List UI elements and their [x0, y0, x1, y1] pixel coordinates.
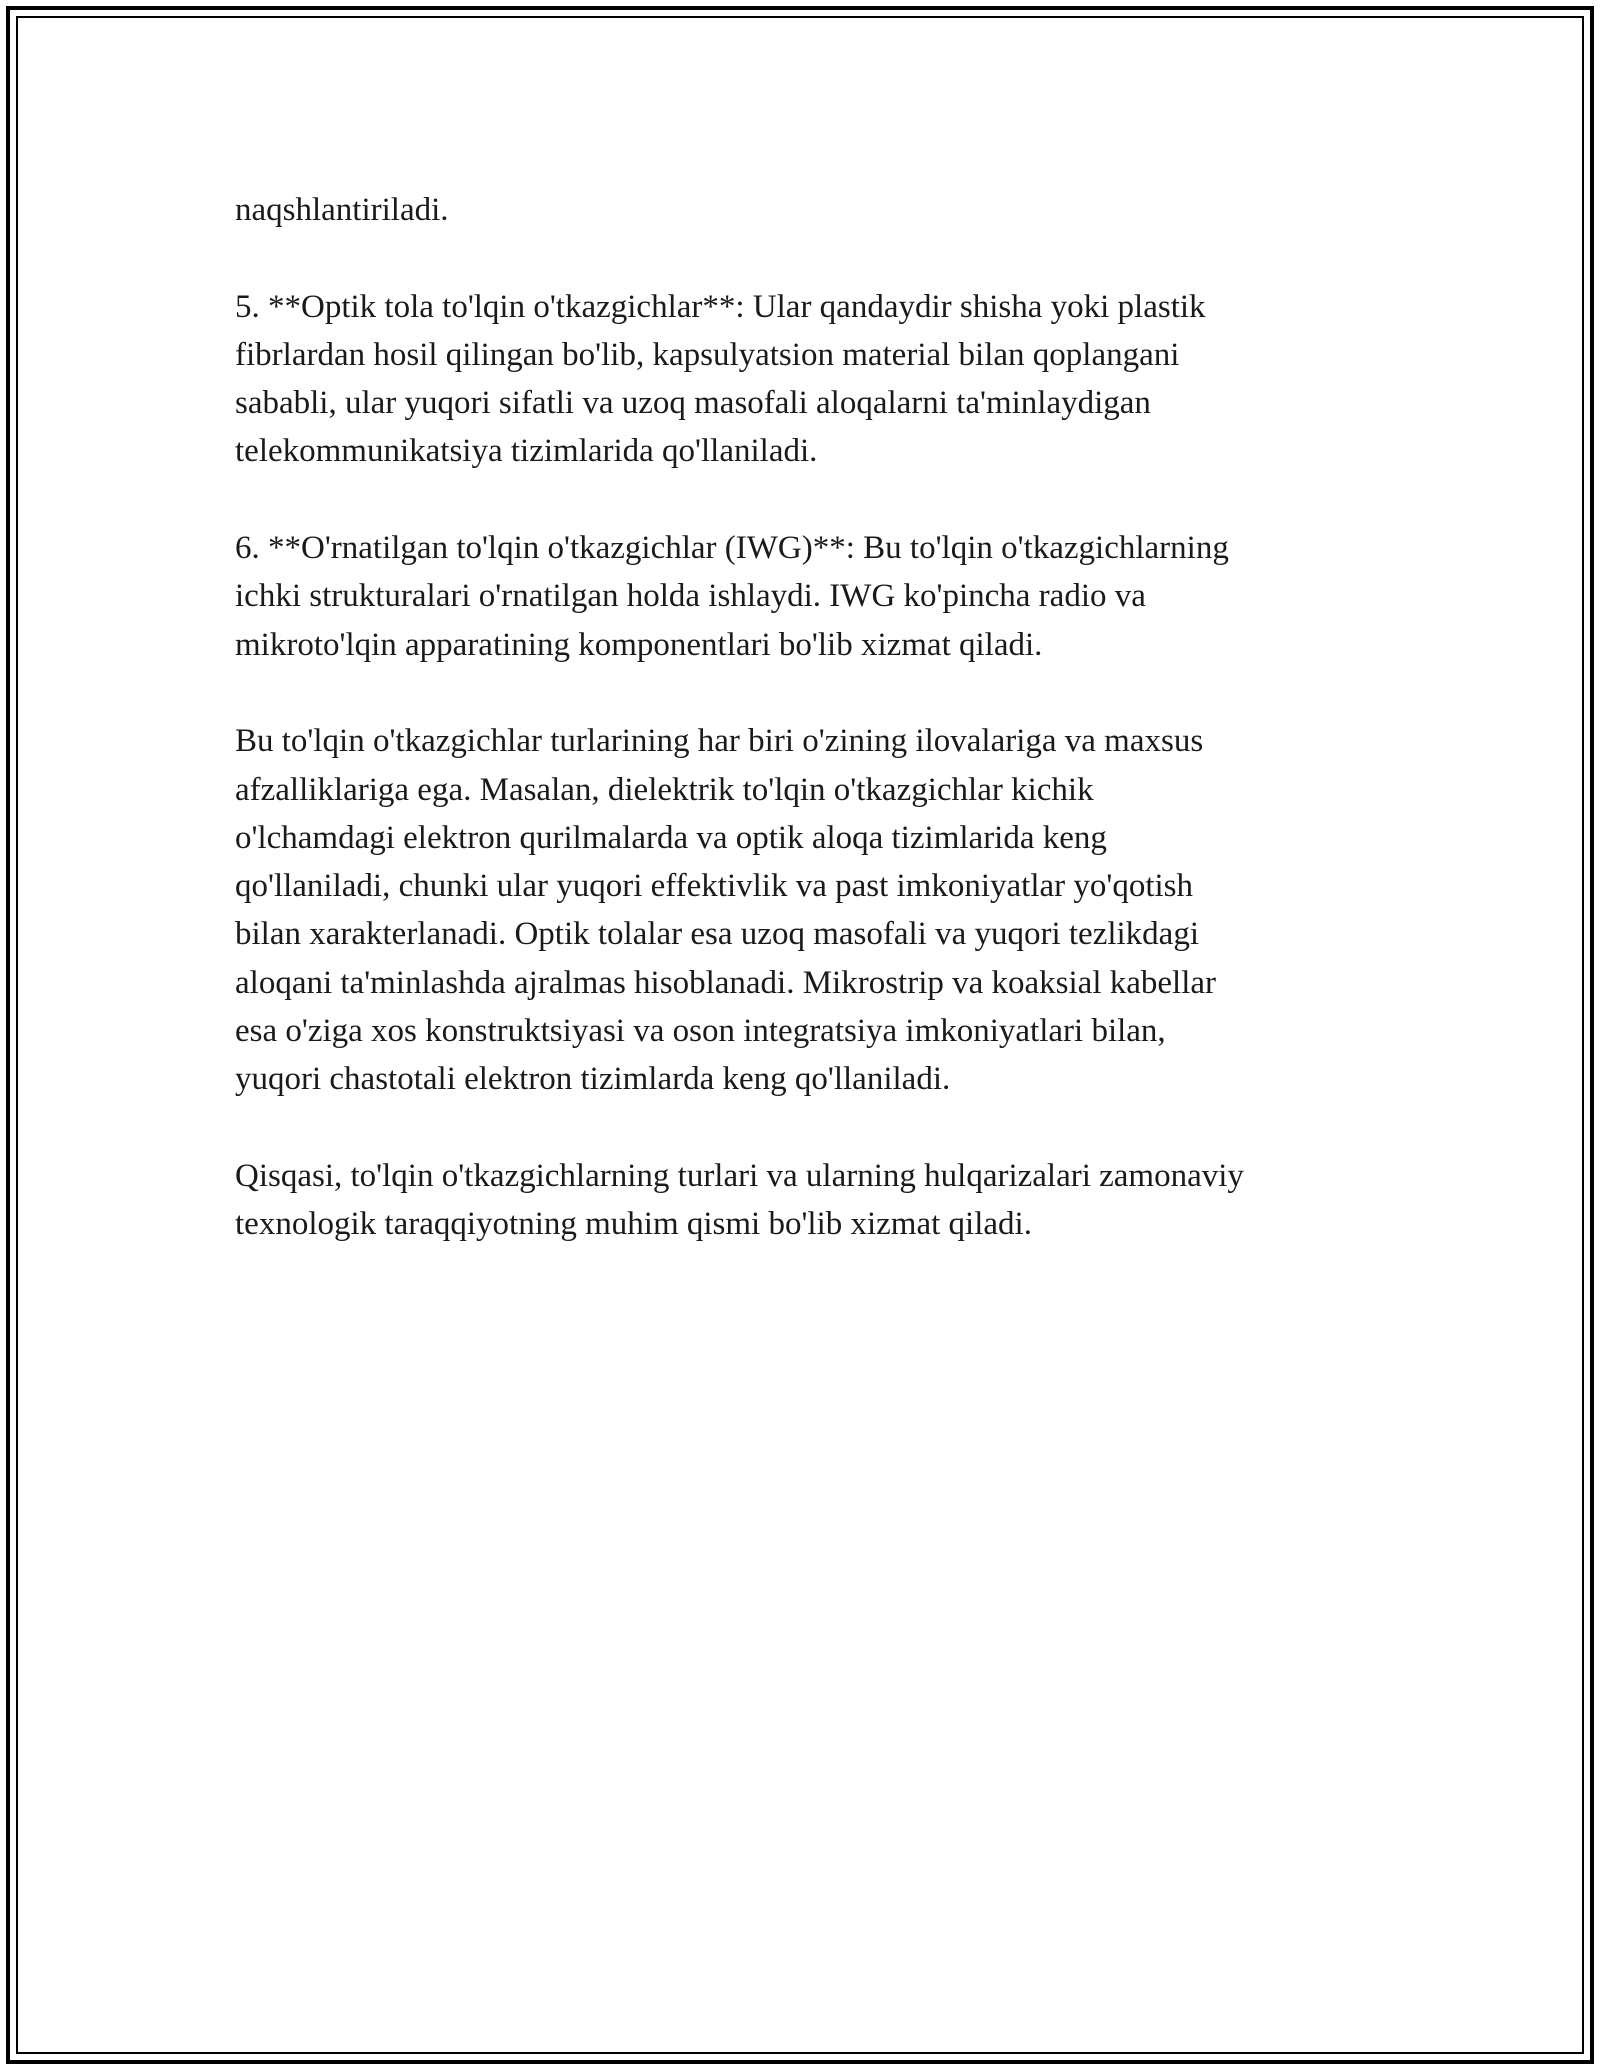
paragraph-item-6-embedded-waveguides	[235, 524, 1375, 669]
text-line: o'lchamdagi elektron qurilmalarda va optik aloqa tizimlarida keng	[235, 819, 1107, 856]
text-line: sababli, ular yuqori sifatli va uzoq masofali aloqalarni ta'minlaydigan	[235, 385, 1151, 422]
text-line: fibrlardan hosil qilingan bo'lib, kapsulyatsion material bilan qoplangani	[235, 336, 1180, 373]
text-line: 5. **Optik tola to'lqin o'tkazgichlar**: Ular qandaydir shisha yoki plastik	[235, 288, 1206, 325]
text-line: esa o'ziga xos konstruktsiyasi va oson integratsiya imkoniyatlari bilan,	[235, 1013, 1166, 1050]
text-line: ichki strukturalari o'rnatilgan holda ishlaydi. IWG ko'pincha radio va	[235, 578, 1146, 615]
text-line: bilan xarakterlanadi. Optik tolalar esa uzoq masofali va yuqori tezlikdagi	[235, 916, 1199, 953]
text-line: aloqani ta'minlashda ajralmas hisoblanadi. Mikrostrip va koaksial kabellar	[235, 964, 1217, 1001]
paragraph-continuation	[235, 186, 1375, 234]
text-line: texnologik taraqqiyotning muhim qismi bo'lib xizmat qiladi.	[235, 1206, 1032, 1243]
text-line: yuqori chastotali elektron tizimlarda keng qo'llaniladi.	[235, 1061, 951, 1098]
text-line: Qisqasi, to'lqin o'tkazgichlarning turlari va ularning hulqarizalari zamonaviy	[235, 1157, 1244, 1194]
text-line: Bu to'lqin o'tkazgichlar turlarining har biri o'zining ilovalariga va maxsus	[235, 723, 1204, 760]
text-line: naqshlantiriladi.	[235, 192, 449, 228]
paragraph-applications	[235, 717, 1375, 1103]
text-line: 6. **O'rnatilgan to'lqin o'tkazgichlar (IWG)**: Bu to'lqin o'tkazgichlarning	[235, 530, 1229, 567]
paragraph-summary	[235, 1152, 1375, 1249]
text-line: mikroto'lqin apparatining komponentlari bo'lib xizmat qiladi.	[235, 626, 1043, 663]
paragraph-item-5-optical-fiber	[235, 283, 1375, 476]
document-body	[235, 186, 1375, 1297]
text-line: telekommunikatsiya tizimlarida qo'llaniladi.	[235, 433, 818, 470]
text-line: afzalliklariga ega. Masalan, dielektrik to'lqin o'tkazgichlar kichik	[235, 771, 1094, 808]
text-line: qo'llaniladi, chunki ular yuqori effektivlik va past imkoniyatlar yo'qotish	[235, 868, 1194, 905]
